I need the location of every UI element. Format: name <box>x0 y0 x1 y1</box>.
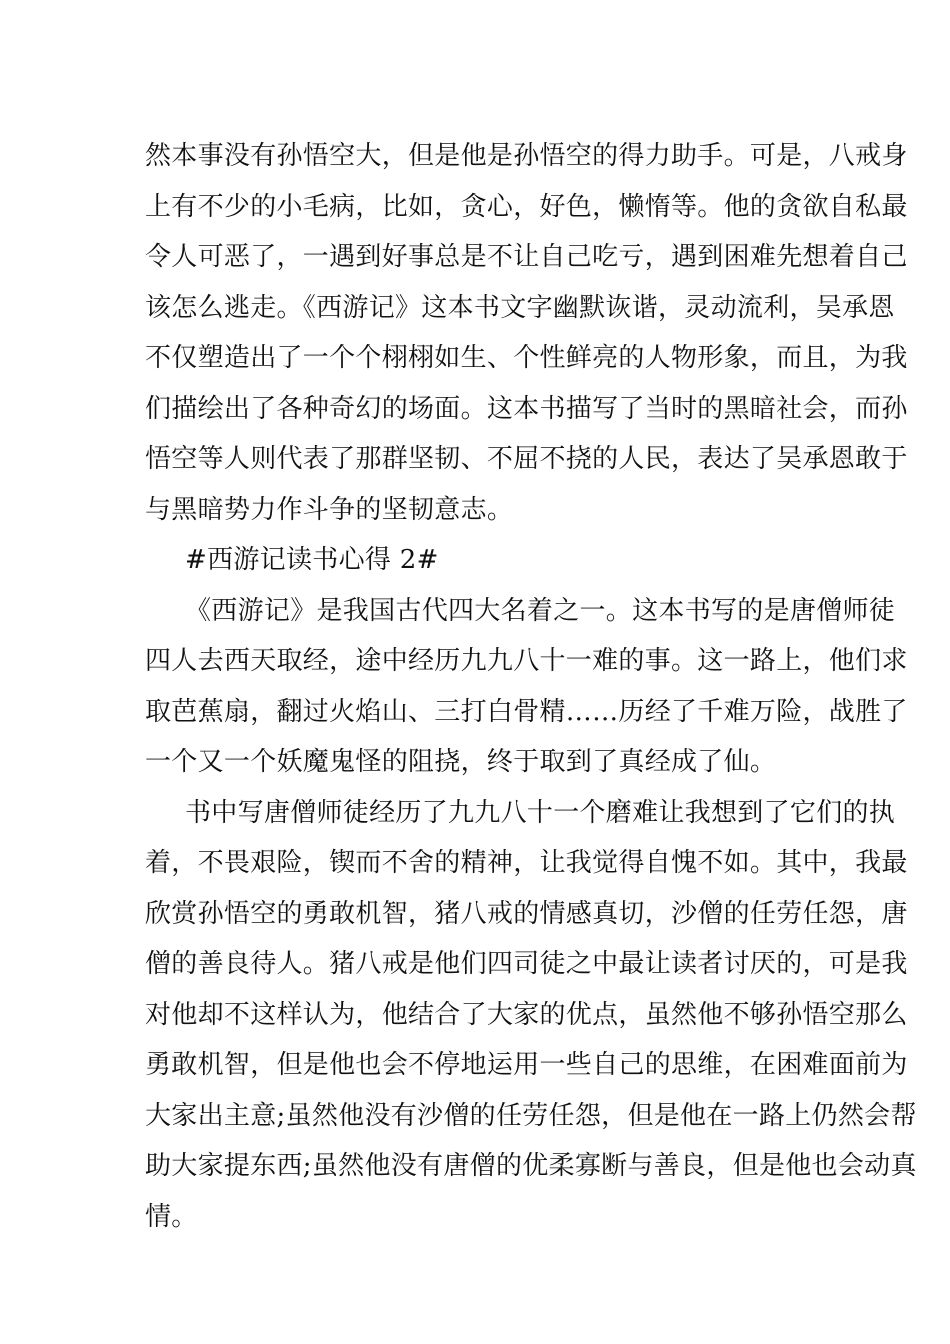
text-line: 悟空等人则代表了那群坚韧、不屈不挠的人民，表达了吴承恩敢于 <box>145 444 908 474</box>
text-line: 四人去西天取经，途中经历九九八十一难的事。这一路上，他们求 <box>145 646 908 676</box>
paragraph-2 <box>145 586 908 788</box>
text-line: 该怎么逃走。《西游记》这本书文字幽默诙谐，灵动流利，吴承恩 <box>145 292 895 323</box>
text-line: 《西游记》是我国古代四大名着之一。这本书写的是唐僧师徒 <box>185 595 896 626</box>
text-line: 令人可恶了，一遇到好事总是不让自己吃亏，遇到困难先想着自己 <box>145 242 908 272</box>
text-line: 着，不畏艰险，锲而不舍的精神，让我觉得自愧不如。其中，我最 <box>145 848 908 878</box>
text-line: 与黑暗势力作斗争的坚韧意志。 <box>145 494 514 525</box>
text-line: 书中写唐僧师徒经历了九九八十一个磨难让我想到了它们的执 <box>185 797 896 828</box>
text-line: 对他却不这样认为，他结合了大家的优点，虽然他不够孙悟空那么 <box>145 999 908 1030</box>
text-line: 然本事没有孙悟空大，但是他是孙悟空的得力助手。可是，八戒身 <box>145 141 908 171</box>
paragraph-3 <box>145 788 917 1243</box>
text-line: 助大家提东西;虽然他没有唐僧的优柔寡断与善良，但是他也会动真 <box>145 1151 917 1181</box>
text-line: 上有不少的小毛病，比如，贪心，好色，懒惰等。他的贪欲自私最 <box>145 191 908 222</box>
text-line: 僧的善良待人。猪八戒是他们四司徒之中最让读者讨厌的，可是我 <box>145 949 908 979</box>
section-heading <box>145 535 813 586</box>
text-line: 取芭蕉扇，翻过火焰山、三打白骨精……历经了千难万险，战胜了 <box>145 696 908 727</box>
text-line: 大家出主意;虽然他没有沙僧的任劳任怨，但是他在一路上仍然会帮 <box>145 1100 917 1131</box>
text-line: 勇敢机智，但是他也会不停地运用一些自己的思维，在困难面前为 <box>145 1050 908 1080</box>
text-line: 们描绘出了各种奇幻的场面。这本书描写了当时的黑暗社会，而孙 <box>145 393 908 424</box>
text-line: 一个又一个妖魔鬼怪的阻挠，终于取到了真经成了仙。 <box>145 747 777 777</box>
text-line: 欣赏孙悟空的勇敢机智，猪八戒的情感真切，沙僧的任劳任怨，唐 <box>145 898 908 929</box>
text-line: 不仅塑造出了一个个栩栩如生、个性鲜亮的人物形象，而且，为我 <box>145 343 908 373</box>
text-line: 情。 <box>145 1201 198 1232</box>
heading-line: #西游记读书心得 2# <box>185 545 439 575</box>
paragraph-1 <box>145 131 908 535</box>
document-body <box>145 131 917 1242</box>
